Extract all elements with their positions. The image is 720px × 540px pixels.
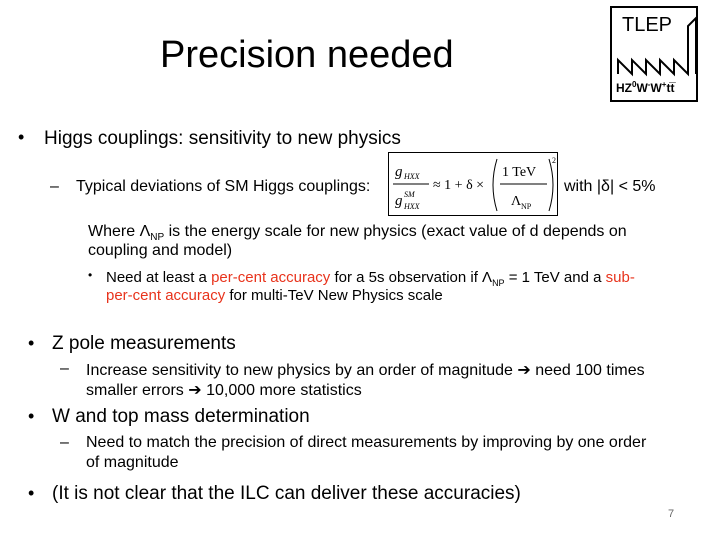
dash-marker: – [50, 178, 59, 195]
formula-denominator: g [395, 193, 403, 209]
sub-typical-deviations: Typical deviations of SM Higgs couplings: [76, 178, 371, 195]
bullet-dot: • [28, 483, 35, 503]
formula-power: 2 [552, 156, 556, 165]
w-top-sub-line-2: of magnitude [86, 454, 179, 471]
formula-denominator-sup: SM [404, 190, 415, 199]
formula-graphic [389, 153, 559, 217]
where-line-2: coupling and model) [88, 242, 233, 259]
where-line-1: Where $\Lambda_{NP}$ is the energy scale for new physics (exact value of d depends on [88, 223, 627, 244]
bullet-higgs: Higgs couplings: sensitivity to new physics [44, 128, 401, 149]
bullet-ilc-note: (It is not clear that the ILC can deliver these accuracies) [52, 483, 521, 504]
slide-title: Precision needed [160, 34, 454, 76]
logo-word: TLEP [622, 14, 673, 36]
formula-denominator-sub: HXX [404, 202, 420, 211]
bullet-dot: • [28, 406, 35, 426]
tlep-logo [610, 6, 698, 102]
logo-particles: $HZ^0W^-W^+tt̅$ [616, 80, 675, 95]
formula-numerator-sub: HXX [404, 172, 420, 181]
coupling-formula [388, 152, 558, 216]
formula-frac-bottom-sub: NP [521, 202, 532, 211]
formula-frac-bottom: Λ [511, 194, 522, 209]
bullet-dot: • [28, 333, 35, 353]
arrow-right-icon: ➔ [188, 382, 202, 399]
dash-marker: – [60, 434, 69, 451]
page-number: 7 [668, 508, 675, 520]
formula-condition: with |δ| < 5% [564, 178, 656, 195]
w-top-sub-line-1: Need to match the precision of direct measurements by improving by one order [86, 434, 647, 451]
z-pole-sub-line-1: Increase sensitivity to new physics by an order of magnitude ➔ need 100 times [86, 362, 645, 379]
bullet-w-top-mass: W and top mass determination [52, 406, 310, 427]
need-accuracy-line-2: per-cent accuracy for multi-TeV New Physics scale [106, 287, 443, 304]
formula-numerator: g [395, 164, 403, 180]
bullet-dot-small: • [88, 268, 93, 282]
bullet-z-pole: Z pole measurements [52, 333, 236, 354]
need-accuracy-line-1: Need at least a per-cent accuracy for a 5s observation if $\Lambda_{NP} = 1$ TeV and a sub- [106, 269, 635, 288]
bullet-dot: • [18, 127, 25, 147]
formula-frac-top: 1 TeV [502, 165, 537, 180]
dash-marker: – [60, 360, 69, 377]
arrow-right-icon: ➔ [517, 362, 531, 379]
formula-approx: ≈ 1 + δ × [433, 178, 485, 193]
z-pole-sub-line-2: smaller errors ➔ 10,000 more statistics [86, 382, 362, 399]
